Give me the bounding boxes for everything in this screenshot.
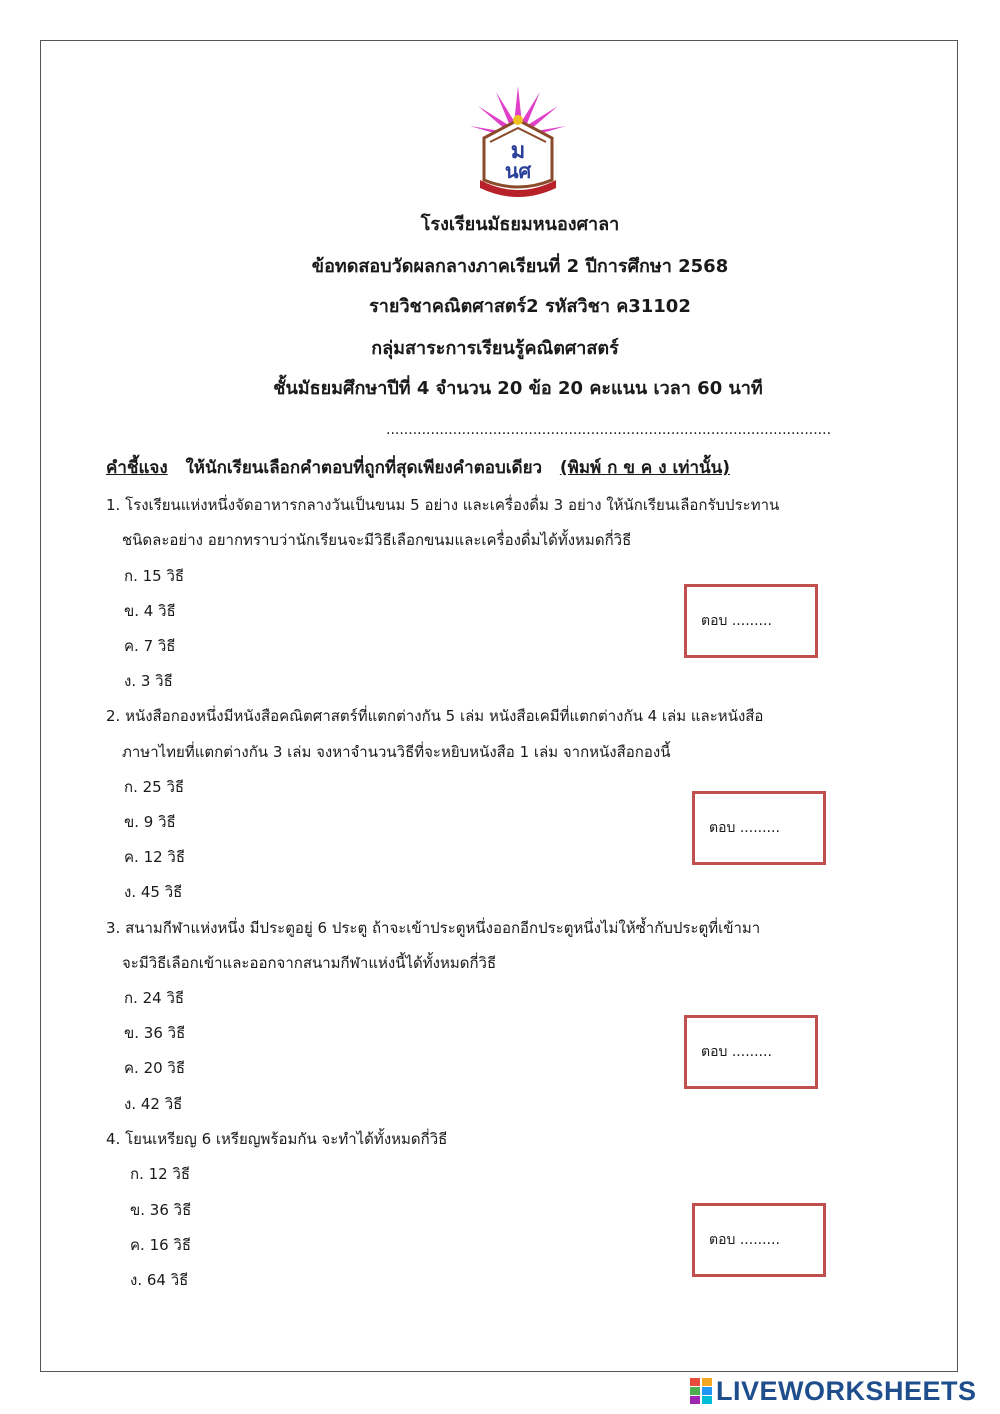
liveworksheets-brand: LIVEWORKSHEETS	[716, 1375, 977, 1406]
subject-line: รายวิชาคณิตศาสตร์2 รหัสวิชา ค31102	[369, 296, 691, 317]
question-3-line-1: 3. สนามกีฬาแห่งหนึ่ง มีประตูอยู่ 6 ประตู ถ้าจะเข้าประตูหนึ่งออกอีกประตูหนึ่งไม่ให้ซ้ำกับประตูที่เข้ามา	[106, 919, 761, 937]
question-1-line-2: ชนิดละอย่าง อยากทราบว่านักเรียนจะมีวิธีเลือกขนมและเครื่องดื่มได้ทั้งหมดกี่วิธี	[122, 531, 632, 549]
question-2-line-1: 2. หนังสือกองหนึ่งมีหนังสือคณิตศาสตร์ที่แตกต่างกัน 5 เล่ม หนังสือเคมีที่แตกต่างกัน 4 เล่ม และหนังสือ	[106, 707, 764, 725]
instructions-note: (พิมพ์ ก ข ค ง เท่านั้น)	[559, 458, 731, 478]
q3-choice-b: ข. 36 วิธี	[124, 1024, 186, 1042]
q1-choice-c: ค. 7 วิธี	[124, 637, 176, 655]
dotted-separator: ....................................................................................................	[386, 422, 832, 438]
q1-choice-b: ข. 4 วิธี	[124, 602, 176, 620]
exam-title: ข้อทดสอบวัดผลกลางภาคเรียนที่ 2 ปีการศึกษา 2568	[311, 256, 729, 277]
question-1-line-1: 1. โรงเรียนแห่งหนึ่งจัดอาหารกลางวันเป็นขนม 5 อย่าง และเครื่องดื่ม 3 อย่าง ให้นักเรียนเลือกรับประทาน	[106, 496, 780, 514]
grade-line: ชั้นมัธยมศึกษาปีที่ 4 จำนวน 20 ข้อ 20 คะแนน เวลา 60 นาที	[273, 378, 763, 399]
q2-choice-d: ง. 45 วิธี	[124, 883, 183, 901]
q1-choice-d: ง. 3 วิธี	[124, 672, 173, 690]
school-name: โรงเรียนมัธยมหนองศาลา	[420, 214, 620, 235]
q2-choice-a: ก. 25 วิธี	[124, 778, 185, 796]
q1-answer-label: ตอบ .........	[701, 613, 772, 629]
question-4-line-1: 4. โยนเหรียญ 6 เหรียญพร้อมกัน จะทำได้ทั้งหมดกี่วิธี	[106, 1130, 448, 1148]
q3-answer-field[interactable]	[684, 1015, 818, 1089]
question-2-line-2: ภาษาไทยที่แตกต่างกัน 3 เล่ม จงหาจำนวนวิธีที่จะหยิบหนังสือ 1 เล่ม จากหนังสือกองนี้	[122, 743, 671, 761]
q1-answer-field[interactable]	[684, 584, 818, 658]
q2-answer-label: ตอบ .........	[709, 820, 780, 836]
q4-choice-b: ข. 36 วิธี	[130, 1201, 192, 1219]
liveworksheets-mark-icon	[690, 1378, 712, 1404]
liveworksheets-logo	[690, 1376, 977, 1406]
instructions-label: คำชี้แจง	[106, 458, 168, 478]
q3-choice-c: ค. 20 วิธี	[124, 1059, 186, 1077]
instructions-text: ให้นักเรียนเลือกคำตอบที่ถูกที่สุดเพียงคำตอบเดียว	[185, 458, 543, 478]
q4-choice-c: ค. 16 วิธี	[130, 1236, 192, 1254]
subject-group: กลุ่มสาระการเรียนรู้คณิตศาสตร์	[371, 338, 619, 359]
q1-choice-a: ก. 15 วิธี	[124, 567, 185, 585]
q4-answer-field[interactable]	[692, 1203, 826, 1277]
q3-answer-label: ตอบ .........	[701, 1044, 772, 1060]
q4-choice-a: ก. 12 วิธี	[130, 1165, 191, 1183]
q4-answer-label: ตอบ .........	[709, 1232, 780, 1248]
svg-text:ม: ม	[510, 139, 526, 164]
question-3-line-2: จะมีวิธีเลือกเข้าและออกจากสนามกีฬาแห่งนี้ได้ทั้งหมดกี่วิธี	[122, 954, 497, 972]
q3-choice-a: ก. 24 วิธี	[124, 989, 185, 1007]
q2-choice-c: ค. 12 วิธี	[124, 848, 186, 866]
q4-choice-d: ง. 64 วิธี	[130, 1271, 189, 1289]
q2-choice-b: ข. 9 วิธี	[124, 813, 176, 831]
q2-answer-field[interactable]	[692, 791, 826, 865]
instructions	[106, 455, 866, 481]
q3-choice-d: ง. 42 วิธี	[124, 1095, 183, 1113]
school-logo	[466, 80, 570, 198]
svg-text:นศ: นศ	[504, 159, 532, 183]
